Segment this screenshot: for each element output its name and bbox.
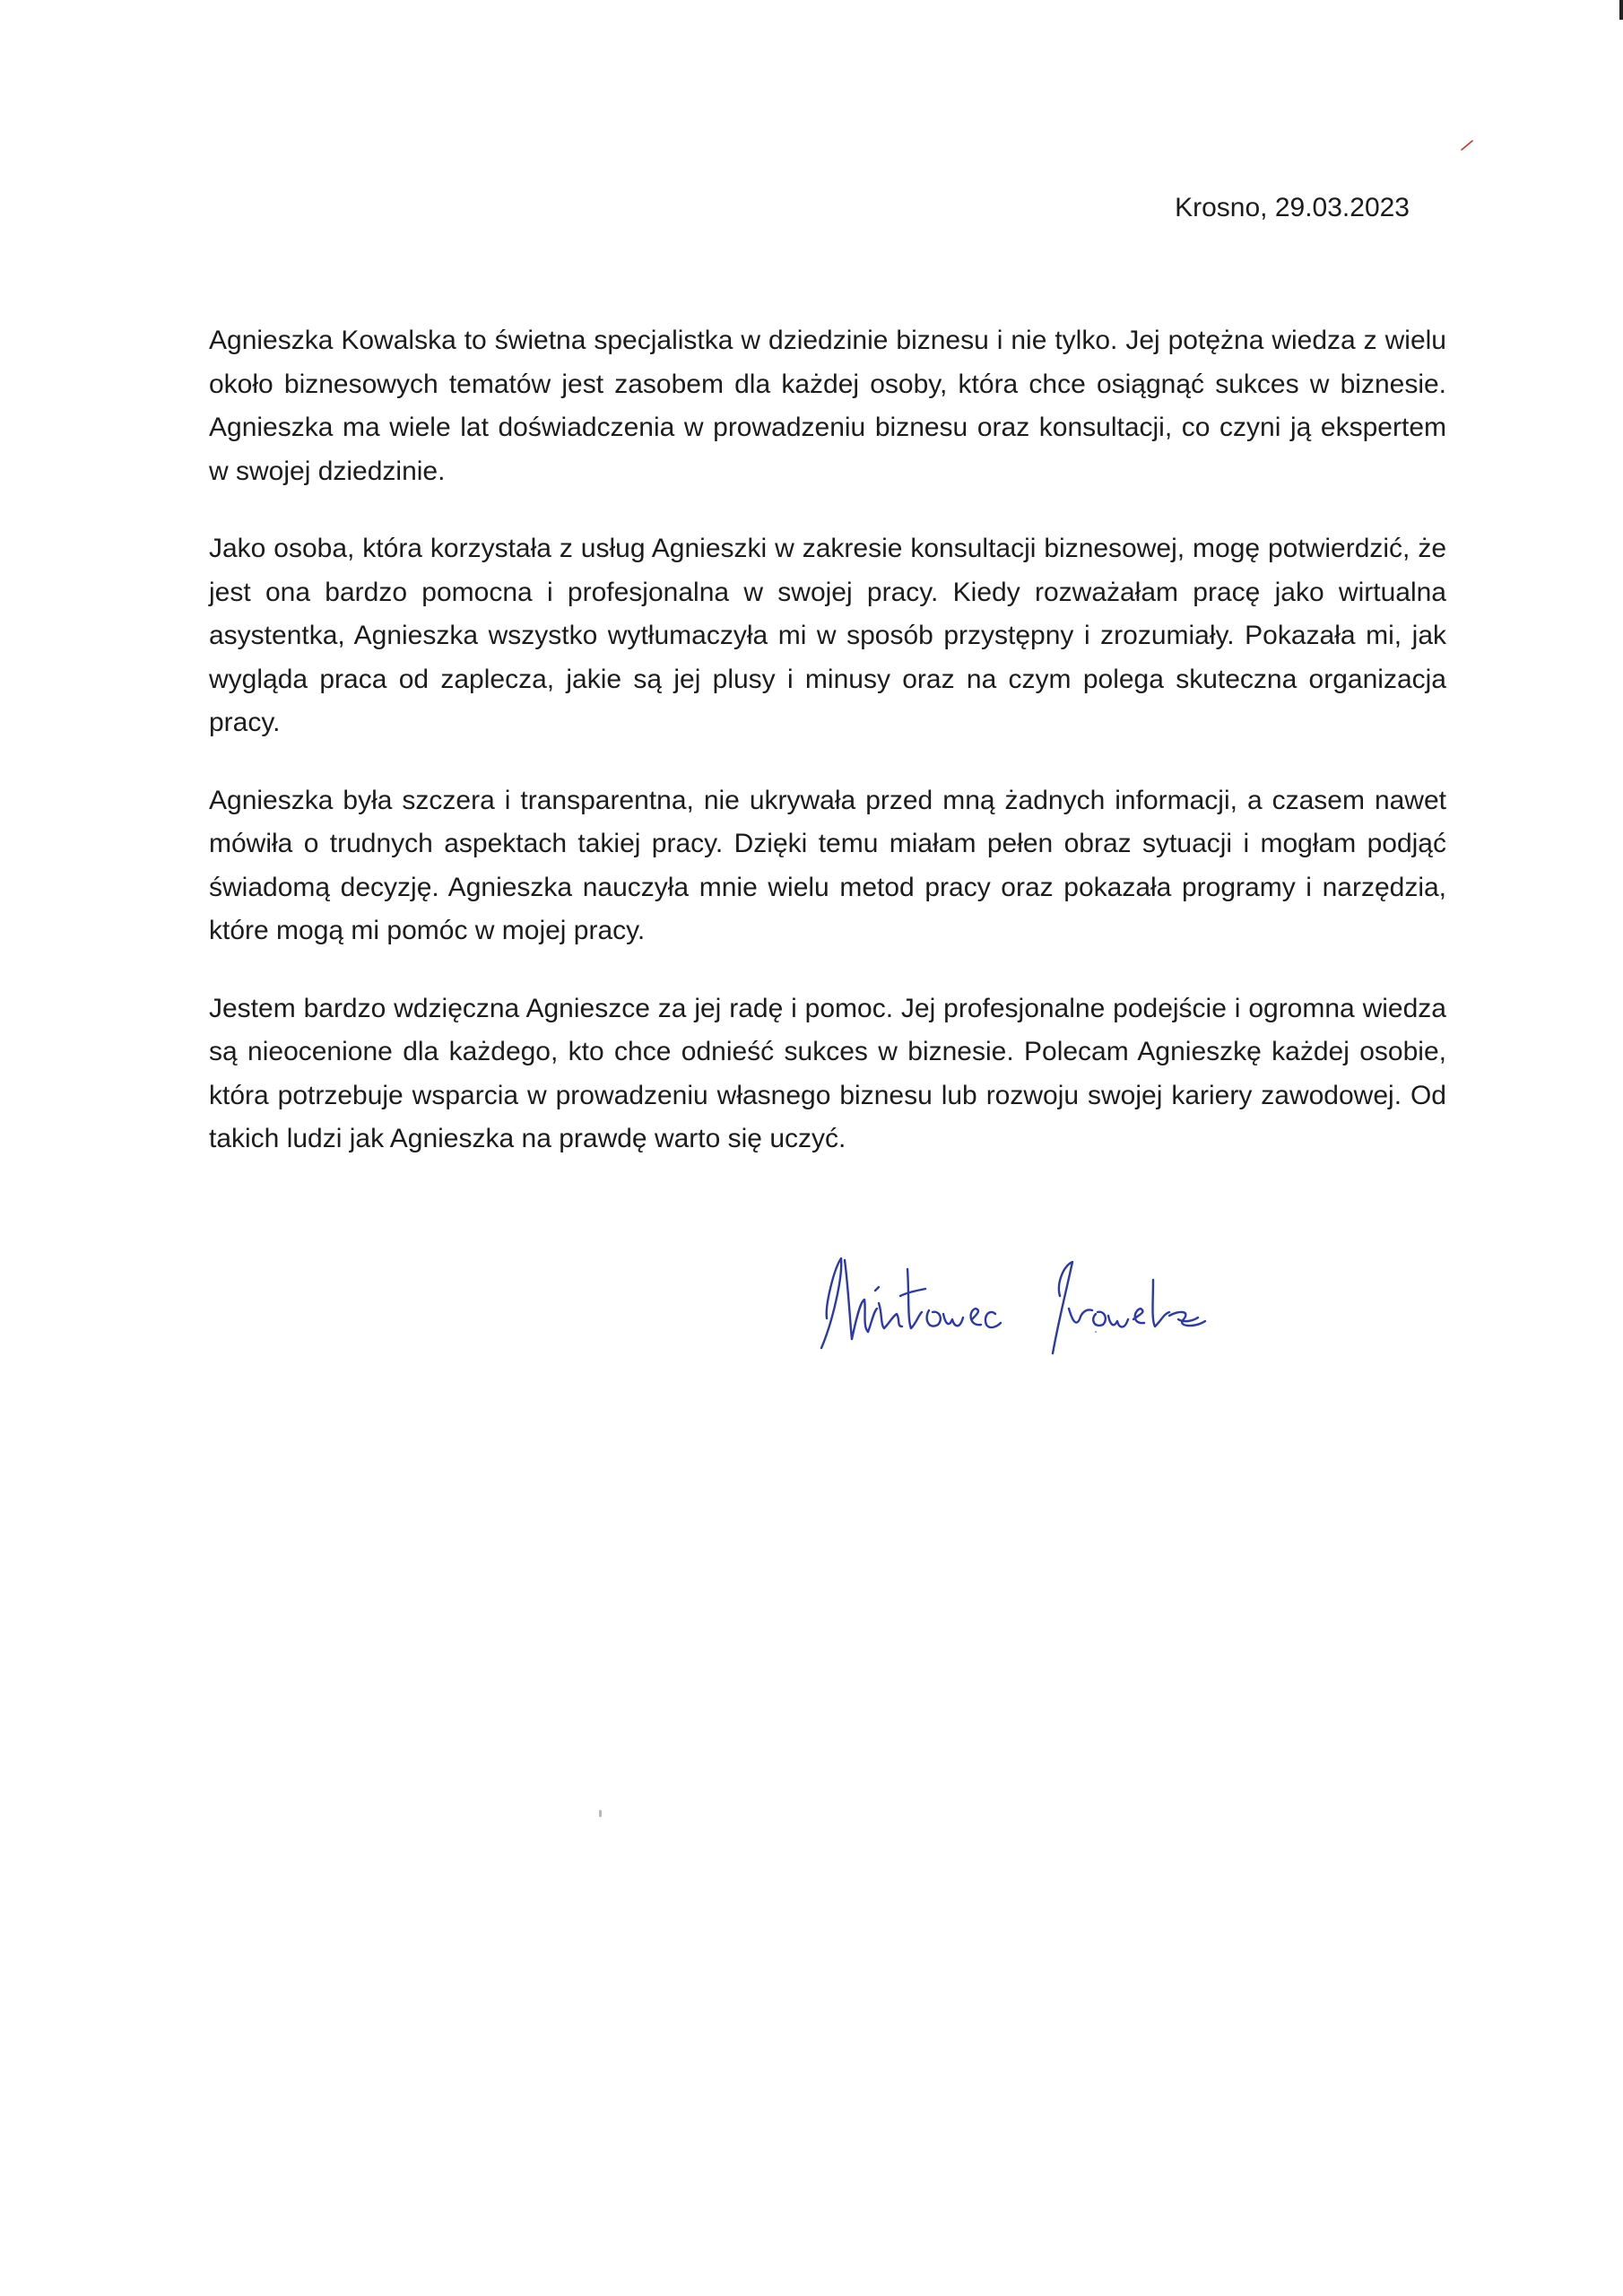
letter-body bbox=[209, 319, 1446, 1196]
paragraph-2: Jako osoba, która korzystała z usług Agnieszki w zakresie konsultacji biznesowej, mogę potwierdzić, że jest ona bardzo pomocna i profesjonalna w swojej pracy. Kiedy rozważałam pracę jako wirtualna asystentka, Agnieszka wszystko wytłumaczyła mi w sposób przystępny i zrozumiały. Pokazała mi, jak wygląda praca od zaplecza, jakie są jej plusy i minusy oraz na czym polega skuteczna organizacja pracy. bbox=[209, 534, 1446, 737]
paragraph-3: Agnieszka była szczera i transparentna, nie ukrywała przed mną żadnych informacji, a czasem nawet mówiła o trudnych aspektach takiej pracy. Dzięki temu miałam pełen obraz sytuacji i mogłam podjąć świadomą decyzję. Agnieszka nauczyła mnie wielu metod pracy oraz pokazała programy i narzędzia, które mogą mi pomóc w mojej pracy. bbox=[209, 785, 1446, 945]
place-and-date: Krosno, 29.03.2023 bbox=[1175, 193, 1410, 222]
paragraph-4: Jestem bardzo wdzięczna Agnieszce za jej radę i pomoc. Jej profesjonalne podejście i ogromna wiedza są nieocenione dla każdego, kto chce odnieść sukces w biznesie. Polecam Agnieszkę każdej osobie, która potrzebuje wsparcia w prowadzeniu własnego biznesu lub rozwoju swojej kariery zawodowej. Od takich ludzi jak Agnieszka na prawdę warto się uczyć. bbox=[209, 993, 1446, 1153]
paragraph-1: Agnieszka Kowalska to świetna specjalistka w dziedzinie biznesu i nie tylko. Jej potężna wiedza z wielu około biznesowych tematów jest zasobem dla każdej osoby, która chce osiągnąć sukces w biznesie. Agnieszka ma wiele lat doświadczenia w prowadzeniu biznesu oraz konsultacji, co czyni ją ekspertem w swojej dziedzinie. bbox=[209, 326, 1446, 486]
scan-speck bbox=[599, 1810, 602, 1817]
scan-edge-mark bbox=[1619, 0, 1623, 20]
handwritten-signature bbox=[807, 1233, 1255, 1377]
pen-tick-mark bbox=[1460, 139, 1474, 152]
